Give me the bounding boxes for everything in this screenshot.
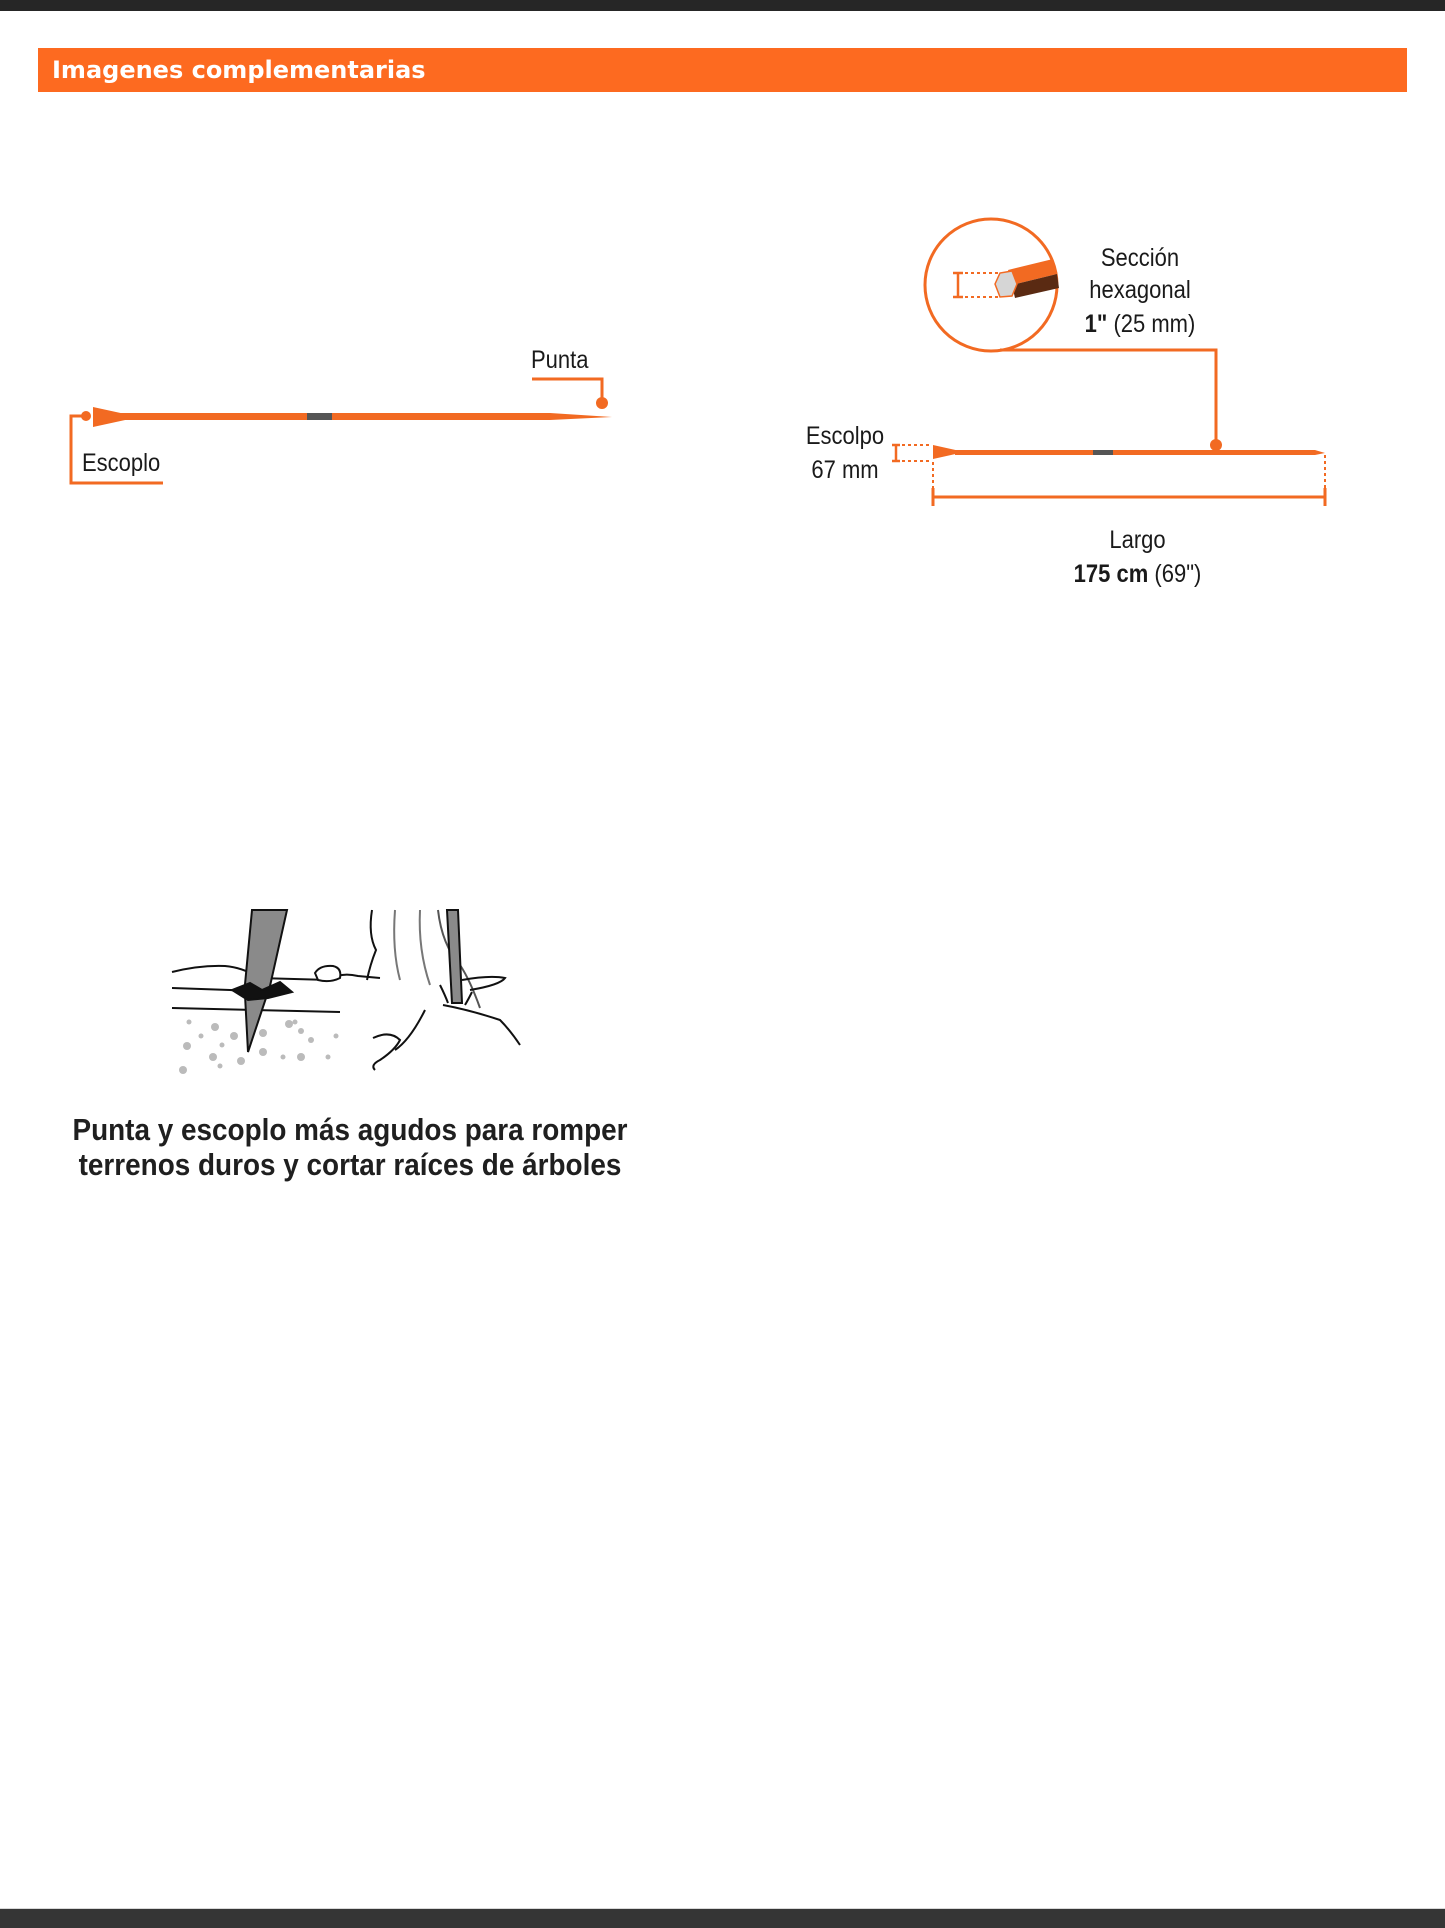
section-header: Imagenes complementarias [38,48,1407,92]
label-escoplo: Escoplo [82,449,161,477]
feature-caption-line2: terrenos duros y cortar raíces de árboles [78,1147,622,1182]
label-punta: Punta [531,346,589,374]
usage-illustration [172,910,520,1074]
bottom-bar [0,1908,1445,1928]
feature-caption [71,1112,629,1182]
label-escolpo: Escolpo [805,422,885,450]
feature-caption-line1: Punta y escoplo más agudos para romper [72,1112,628,1147]
label-section-size [1070,308,1211,340]
section-size-inch: 1" [1084,310,1108,338]
largo-size-in: (69") [1154,560,1202,588]
label-section-line2: hexagonal [1089,276,1191,304]
label-section-line1: Sección [1100,244,1180,272]
label-largo-size [1061,558,1215,590]
label-largo: Largo [1109,526,1166,554]
largo-size-cm: 175 cm [1073,560,1149,588]
label-escolpo-size: 67 mm [811,456,879,484]
section-size-mm: (25 mm) [1113,310,1196,338]
